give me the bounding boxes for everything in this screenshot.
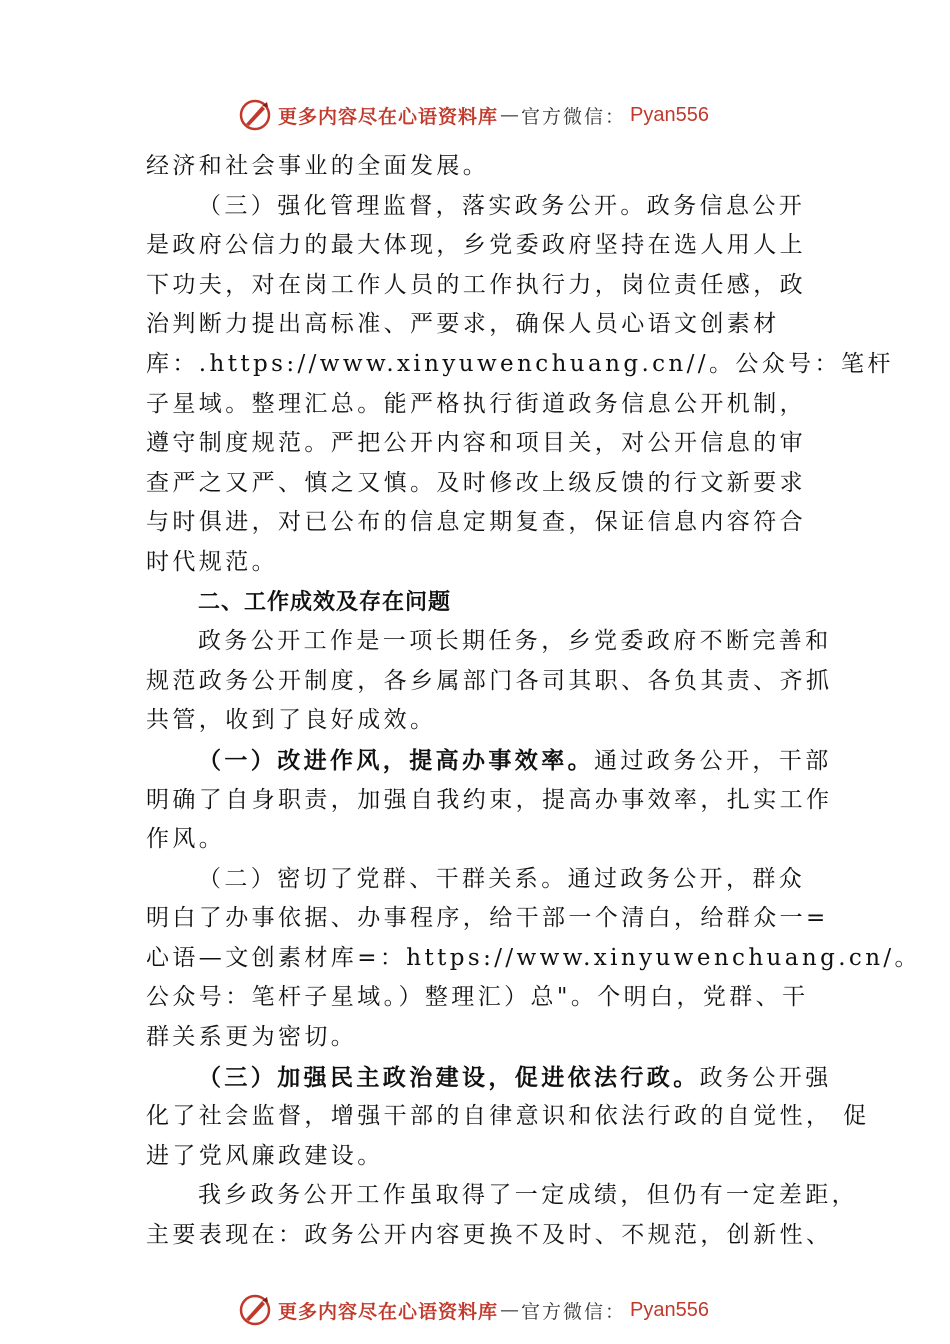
text-line: 子星域。整理汇总。能严格执行街道政务信息公开机制， — [146, 390, 806, 417]
text-line: 查严之又严、慎之又慎。及时修改上级反馈的行文新要求 — [146, 469, 806, 496]
section-heading: 二、工作成效及存在问题 — [198, 589, 452, 615]
text-line: 政务公开工作是一项长期任务，乡党委政府不断完善和 — [198, 628, 832, 655]
text-line: 经济和社会事业的全面发展。 — [146, 153, 490, 179]
text-line: 下功夫，对在岗工作人员的工作执行力，岗位责任感，政 — [146, 271, 806, 298]
quill-logo-icon — [238, 1293, 272, 1327]
footer-banner — [238, 1290, 709, 1330]
text-line: 遵守制度规范。严把公开内容和项目关，对公开信息的审 — [146, 430, 806, 457]
banner-wechat-label: 官方微信： — [521, 1300, 627, 1323]
banner-wechat-label: 官方微信： — [521, 105, 627, 128]
banner-wechat-id: Pyan556 — [630, 1298, 709, 1321]
text-line: 公众号：笔杆子星域。）整理汇）总"。个明白，党群、干 — [146, 984, 809, 1011]
header-banner — [238, 95, 709, 135]
text-line — [146, 1058, 832, 1098]
text-line: 进了党风廉政建设。 — [146, 1142, 384, 1169]
text-span: 通过政务公开，干部 — [594, 747, 832, 774]
text-line: 明白了办事依据、办事程序，给干部一个清白，给群众一= — [146, 905, 829, 932]
banner-library-text: 更多内容尽在心语资料库 — [278, 1300, 499, 1323]
text-line: 治判断力提出高标准、严要求，确保人员心语文创素材 — [146, 311, 780, 338]
document-body — [146, 147, 921, 1256]
text-line: 化了社会监督，增强干部的自律意识和依法行政的自觉性， 促 — [146, 1103, 870, 1130]
text-line: 主要表现在：政务公开内容更换不及时、不规范，创新性、 — [146, 1222, 833, 1249]
text-line: 明确了自身职责，加强自我约束，提高办事效率，扎实工作 — [146, 786, 833, 813]
text-line: 规范政务公开制度，各乡属部门各司其职、各负其责、齐抓 — [146, 667, 833, 694]
text-line: 是政府公信力的最大体现，乡党委政府坚持在选人用人上 — [146, 232, 806, 259]
text-line: 群关系更为密切。 — [146, 1024, 358, 1051]
banner-dash: — — [500, 104, 522, 126]
text-span: 政务公开强 — [699, 1064, 832, 1091]
text-line: 心语—文创素材库=：https://www.xinyuwenchuang.cn/。 — [146, 944, 921, 971]
text-line: 作风。 — [146, 826, 226, 853]
quill-logo-icon — [238, 98, 272, 132]
text-line: （二）密切了党群、干群关系。通过政务公开，群众 — [198, 865, 806, 892]
subsection-lead: （三）加强民主政治建设，促进依法行政。 — [198, 1063, 700, 1091]
text-line: 与时俱进，对已公布的信息定期复查，保证信息内容符合 — [146, 509, 806, 536]
text-line: 共管，收到了良好成效。 — [146, 707, 437, 734]
banner-dash: — — [500, 1299, 522, 1321]
subsection-lead: （一）改进作风，提高办事效率。 — [198, 746, 594, 774]
banner-library-text: 更多内容尽在心语资料库 — [278, 105, 499, 128]
text-line: 我乡政务公开工作虽取得了一定成绩，但仍有一定差距， — [198, 1182, 858, 1209]
text-line — [146, 741, 832, 781]
banner-wechat-id: Pyan556 — [630, 103, 709, 126]
text-line: 时代规范。 — [146, 548, 278, 575]
text-line: 库：.https://www.xinyuwenchuang.cn//。公众号：笔杆 — [146, 350, 894, 377]
text-line: （三）强化管理监督，落实政务公开。政务信息公开 — [198, 192, 806, 219]
